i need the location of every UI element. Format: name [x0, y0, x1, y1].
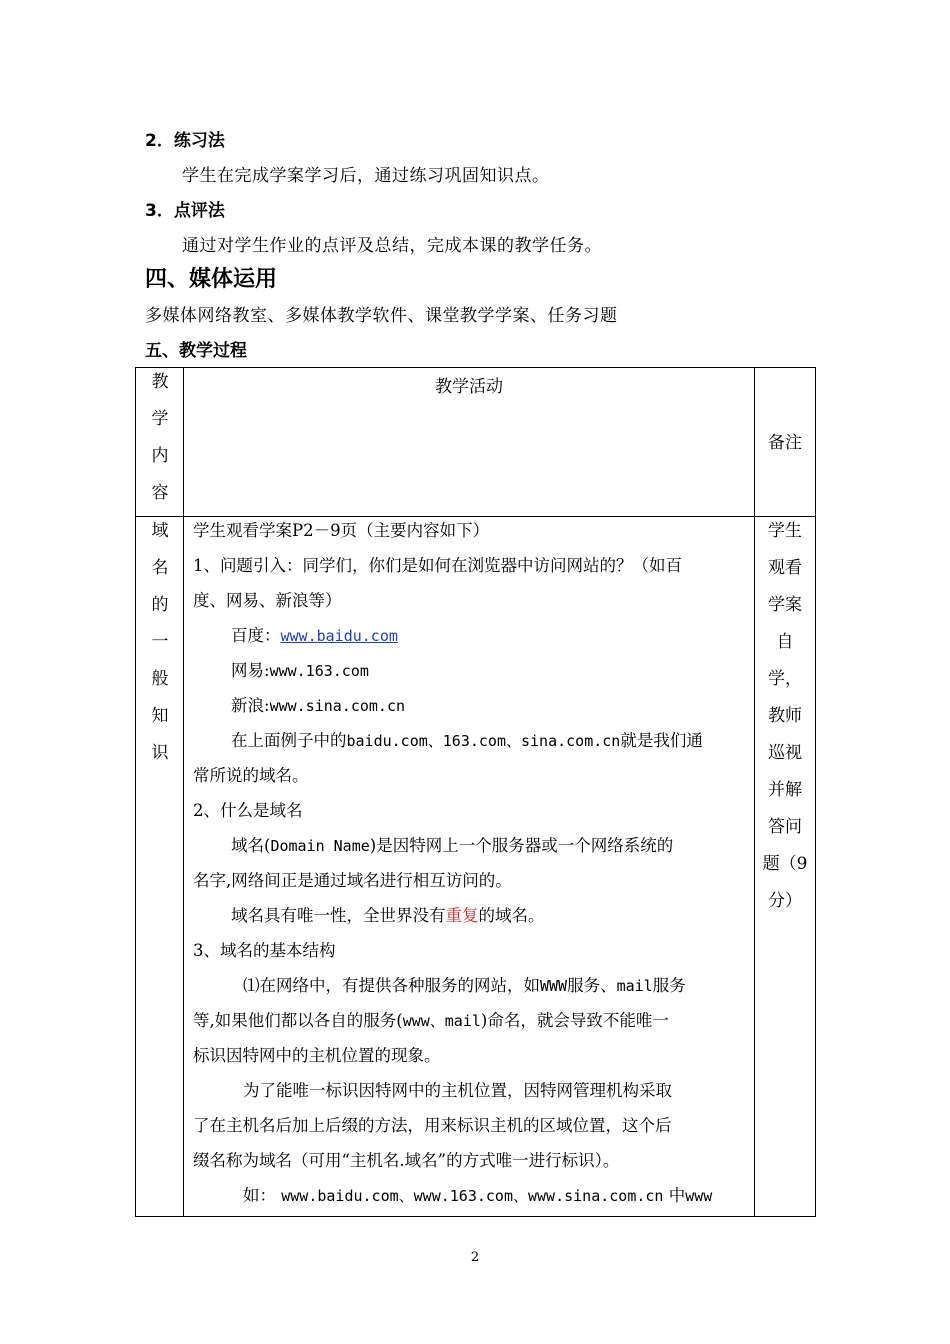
text-run: 服务 [652, 976, 686, 995]
text-run: )是因特网上一个服务器或一个网络系统的 [369, 836, 674, 855]
baidu-link[interactable]: www.baidu.com [280, 627, 398, 645]
activity-line [193, 618, 749, 653]
activity-line: 3、域名的基本结构 [193, 941, 336, 960]
site-url: www.163.com [269, 662, 369, 680]
section-text-review: 通过对学生作业的点评及总结，完成本课的教学任务。 [182, 236, 602, 256]
note-line: 学， [768, 669, 802, 689]
activity-line: 1、问题引入：同学们，你们是如何在浏览器中访问网站的？（如百 [193, 556, 682, 575]
section-text-practice: 学生在完成学案学习后，通过练习巩固知识点。 [182, 166, 550, 186]
header-content-label [135, 364, 185, 512]
text-run: )命名，就会导致不能唯一 [480, 1011, 669, 1030]
activity-line: 2、什么是域名 [193, 801, 303, 820]
activity-line [193, 1003, 749, 1038]
site-label: 新浪: [231, 696, 270, 715]
term-www: www [685, 1187, 713, 1205]
text-run: 域名具有唯一性，全世界没有 [231, 906, 446, 925]
text-run: 等,如果他们都以各自的服务( [193, 1011, 403, 1030]
activity-line: 度、网易、新浪等） [193, 591, 342, 610]
site-label: 网易: [231, 661, 270, 680]
text-run: 中 [663, 1186, 686, 1205]
note-line: 并解 [768, 780, 802, 800]
term-domain-name: Domain Name [270, 837, 370, 855]
text-run: 域名( [231, 836, 271, 855]
activity-line [193, 688, 749, 723]
term-mail: mail [616, 977, 653, 995]
topic-char: 域 [151, 521, 169, 541]
activity-line [193, 828, 749, 863]
activity-line: 常所说的域名。 [193, 766, 309, 785]
activity-line: 缀名称为域名（可用“主机名.域名”的方式唯一进行标识）。 [193, 1151, 620, 1170]
note-line: 题（9 [762, 854, 808, 874]
row-activity [193, 513, 749, 1213]
process-heading: 五、教学过程 [145, 341, 247, 361]
media-heading: 四、媒体运用 [145, 267, 278, 292]
text-run: 的域名。 [478, 906, 545, 925]
section-heading-practice: 2．练习法 [145, 131, 225, 151]
note-line: 学生 [768, 521, 802, 541]
activity-line: 标识因特网中的主机位置的现象。 [193, 1046, 441, 1065]
row-notes [755, 513, 815, 920]
note-line: 答问 [768, 817, 802, 837]
text-run: 服务、 [567, 976, 617, 995]
row-content-topic [135, 513, 185, 772]
activity-line [193, 653, 749, 688]
section-heading-review: 3．点评法 [145, 201, 225, 221]
note-line: 巡视 [768, 743, 802, 763]
activity-line: 学生观看学案P2－9页（主要内容如下） [193, 521, 490, 540]
text-run: 就是我们通 [620, 731, 703, 750]
text-run: 如： [243, 1186, 276, 1205]
topic-char: 一 [151, 632, 169, 652]
highlighted-word: 重复 [445, 906, 479, 925]
header-char: 容 [151, 483, 169, 503]
header-char: 内 [151, 446, 169, 466]
site-label: 百度： [231, 626, 281, 645]
topic-char: 般 [151, 669, 169, 689]
activity-line: 了在主机名后加上后缀的方法，用来标识主机的区域位置，这个后 [193, 1116, 672, 1135]
table-border-bottom [135, 1216, 816, 1217]
topic-char: 名 [151, 558, 169, 578]
topic-char: 的 [151, 595, 169, 615]
topic-char: 识 [151, 743, 169, 763]
term-www: WWW [540, 977, 568, 995]
table-border-top [135, 367, 816, 368]
activity-line [193, 723, 749, 758]
header-activity-label: 教学活动 [435, 377, 503, 397]
note-line: 教师 [768, 706, 802, 726]
note-line: 自 [776, 632, 794, 652]
media-text: 多媒体网络教室、多媒体教学软件、课堂教学学案、任务习题 [145, 306, 618, 326]
header-notes-label: 备注 [768, 433, 802, 453]
activity-line: 名字,网络间正是通过域名进行相互访问的。 [193, 871, 512, 890]
activity-line [193, 968, 749, 1003]
activity-line [193, 898, 749, 933]
text-run: 在上面例子中的 [231, 731, 347, 750]
domain-examples: baidu.com、163.com、sina.com.cn [346, 732, 621, 750]
topic-char: 知 [151, 706, 169, 726]
header-char: 教 [151, 372, 169, 392]
header-char: 学 [151, 409, 169, 429]
activity-line [193, 1178, 749, 1213]
table-border-right [815, 367, 816, 1217]
text-run: ⑴在网络中，有提供各种服务的网站，如 [243, 976, 540, 995]
site-url: www.sina.com.cn [269, 697, 406, 715]
note-line: 分） [768, 891, 802, 911]
note-line: 学案 [768, 595, 802, 615]
note-line: 观看 [768, 558, 802, 578]
term-services: www、mail [402, 1012, 481, 1030]
page-number: 2 [470, 1250, 480, 1265]
activity-line: 为了能唯一标识因特网中的主机位置，因特网管理机构采取 [243, 1081, 672, 1100]
domain-examples: www.baidu.com、www.163.com、www.sina.com.cn [281, 1187, 664, 1205]
